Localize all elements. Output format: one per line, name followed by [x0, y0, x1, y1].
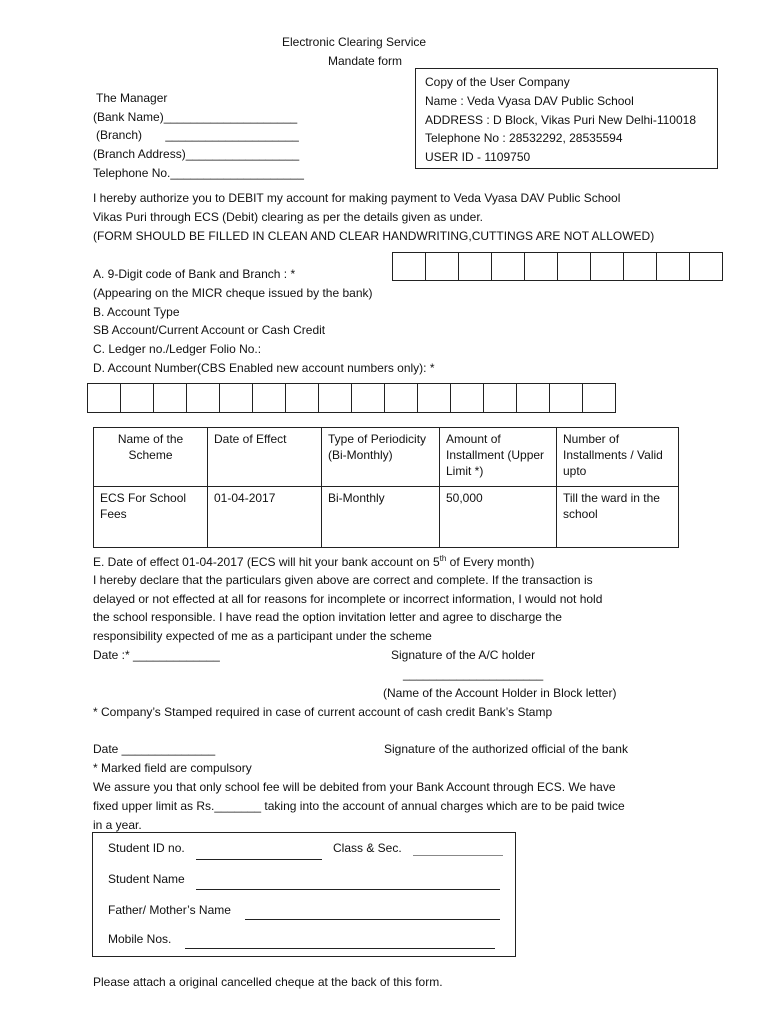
digit-box[interactable]: [525, 253, 558, 280]
bank-code-label: A. 9-Digit code of Bank and Branch : *: [93, 267, 296, 281]
assurance-line-3: in a year.: [93, 818, 142, 832]
company-info-box: [415, 68, 718, 169]
digit-box[interactable]: [426, 253, 459, 280]
company-user-id: USER ID - 1109750: [425, 150, 531, 164]
addressee-manager: The Manager: [96, 91, 168, 105]
student-details-box: [92, 832, 516, 957]
table-header-row: [94, 428, 679, 487]
digit-box[interactable]: [418, 384, 451, 412]
digit-box[interactable]: [484, 384, 517, 412]
date-of-effect-line: [93, 554, 534, 569]
authorization-notice: (FORM SHOULD BE FILLED IN CLEAN AND CLEAR HANDWRITING,CUTTINGS ARE NOT ALLOWED): [93, 229, 655, 243]
cell-scheme-name: ECS For School Fees: [94, 487, 208, 548]
bank-name-field[interactable]: (Bank Name)____________________: [93, 110, 298, 124]
digit-box[interactable]: [451, 384, 484, 412]
telephone-field[interactable]: Telephone No.____________________: [93, 166, 304, 180]
company-address: ADDRESS : D Block, Vikas Puri New Delhi-110018: [425, 113, 696, 127]
bank-code-note: (Appearing on the MICR cheque issued by the bank): [93, 286, 373, 300]
company-copy-label: Copy of the User Company: [425, 75, 570, 89]
account-type-label: B. Account Type: [93, 305, 180, 319]
header-scheme-name: Name of the Scheme: [94, 428, 208, 487]
digit-box[interactable]: [492, 253, 525, 280]
student-name-label: Student Name: [108, 872, 185, 886]
declaration-line-4: responsibility expected of me as a participant under the scheme: [93, 629, 432, 643]
digit-box[interactable]: [187, 384, 220, 412]
assurance-line-2: fixed upper limit as Rs._______ taking into the account of annual charges which are to be paid twice: [93, 799, 625, 813]
company-telephone: Telephone No : 28532292, 28535594: [425, 131, 623, 145]
digit-box[interactable]: [121, 384, 154, 412]
digit-box[interactable]: [352, 384, 385, 412]
header-date-of-effect: Date of Effect: [208, 428, 322, 487]
digit-box[interactable]: [220, 384, 253, 412]
declaration-line-2: delayed or not effected at all for reasons for incomplete or incorrect information, I would not hold: [93, 592, 603, 606]
company-name: Name : Veda Vyasa DAV Public School: [425, 94, 634, 108]
digit-box[interactable]: [319, 384, 352, 412]
date-field-bank[interactable]: Date ______________: [93, 742, 216, 756]
holder-signature-label: Signature of the A/C holder: [391, 648, 536, 662]
holder-signature-line[interactable]: _____________________: [403, 667, 544, 681]
bank-official-signature-label: Signature of the authorized official of the bank: [384, 742, 628, 756]
parent-name-label: Father/ Mother’s Name: [108, 903, 231, 917]
holder-name-label: (Name of the Account Holder in Block letter): [383, 686, 617, 700]
authorization-line-2: Vikas Puri through ECS (Debit) clearing as per the details given as under.: [93, 210, 483, 224]
digit-box[interactable]: [385, 384, 418, 412]
mobile-field[interactable]: [185, 935, 495, 949]
branch-field[interactable]: (Branch) ____________________: [96, 128, 299, 142]
digit-box[interactable]: [624, 253, 657, 280]
branch-address-field[interactable]: (Branch Address)_________________: [93, 147, 300, 161]
account-number-boxes[interactable]: [87, 383, 616, 413]
cell-periodicity: Bi-Monthly: [322, 487, 440, 548]
date-of-effect-text: E. Date of effect 01-04-2017 (ECS will hit your bank account on 5: [93, 555, 440, 569]
table-row: [94, 487, 679, 548]
digit-box[interactable]: [154, 384, 187, 412]
header-periodicity: Type of Periodicity (Bi-Monthly): [322, 428, 440, 487]
digit-box[interactable]: [88, 384, 121, 412]
digit-box[interactable]: [459, 253, 492, 280]
cheque-attach-note: Please attach a original cancelled cheque at the back of this form.: [93, 975, 443, 989]
date-of-effect-suffix: th: [439, 554, 447, 563]
digit-box[interactable]: [393, 253, 426, 280]
stamp-note: * Company’s Stamped required in case of current account of cash credit Bank’s Stamp: [93, 705, 553, 719]
ledger-no-label: C. Ledger no./Ledger Folio No.:: [93, 342, 262, 356]
declaration-line-1: I hereby declare that the particulars given above are correct and complete. If the transaction is: [93, 573, 593, 587]
compulsory-note: * Marked field are compulsory: [93, 761, 252, 775]
digit-box[interactable]: [657, 253, 690, 280]
digit-box[interactable]: [286, 384, 319, 412]
digit-box[interactable]: [690, 253, 723, 280]
digit-box[interactable]: [253, 384, 286, 412]
form-title: Electronic Clearing Service: [282, 35, 427, 49]
student-id-label: Student ID no.: [108, 841, 185, 855]
cell-installments: Till the ward in the school: [557, 487, 679, 548]
parent-name-field[interactable]: [245, 906, 500, 920]
cell-date-of-effect: 01-04-2017: [208, 487, 322, 548]
class-sec-label: Class & Sec.: [333, 841, 402, 855]
date-of-effect-text-end: of Every month): [446, 555, 535, 569]
cell-amount: 50,000: [440, 487, 557, 548]
digit-box[interactable]: [517, 384, 550, 412]
student-name-field[interactable]: [196, 876, 500, 890]
account-type-options[interactable]: SB Account/Current Account or Cash Credit: [93, 323, 326, 337]
header-amount: Amount of Installment (Upper Limit *): [440, 428, 557, 487]
declaration-line-3: the school responsible. I have read the option invitation letter and agree to discharge the: [93, 610, 562, 624]
student-id-field[interactable]: [196, 845, 322, 860]
mobile-label: Mobile Nos.: [108, 932, 172, 946]
digit-box[interactable]: [558, 253, 591, 280]
scheme-table: [93, 427, 679, 548]
class-sec-field[interactable]: [413, 845, 503, 856]
digit-box[interactable]: [583, 384, 616, 412]
date-field-holder[interactable]: Date :* _____________: [93, 648, 220, 662]
form-subtitle: Mandate form: [328, 54, 403, 68]
digit-box[interactable]: [550, 384, 583, 412]
bank-code-boxes[interactable]: [392, 252, 723, 281]
account-number-label: D. Account Number(CBS Enabled new account numbers only): *: [93, 361, 435, 375]
assurance-line-1: We assure you that only school fee will be debited from your Bank Account through ECS. We have: [93, 780, 616, 794]
digit-box[interactable]: [591, 253, 624, 280]
authorization-line-1: I hereby authorize you to DEBIT my account for making payment to Veda Vyasa DAV Public School: [93, 191, 621, 205]
header-installments: Number of Installments / Valid upto: [557, 428, 679, 487]
